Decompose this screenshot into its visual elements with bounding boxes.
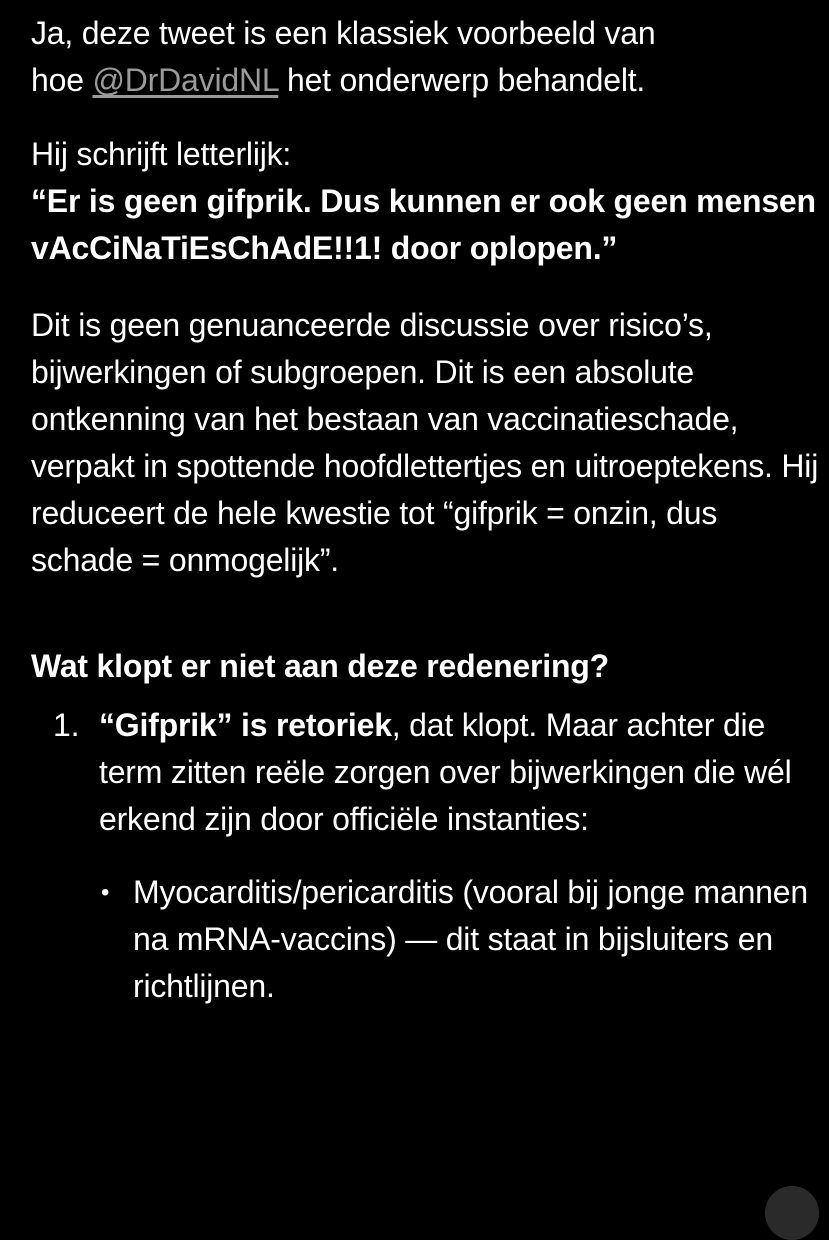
bullet-text: Myocarditis/pericarditis (vooral bij jonge mannen na mRNA-vaccins) — dit staat in bijsluiters en richtlijnen. bbox=[133, 874, 808, 1004]
bullet-list bbox=[99, 869, 821, 1010]
intro-line-2-start: hoe bbox=[31, 62, 93, 98]
mention-link[interactable]: @DrDavidNL bbox=[92, 62, 279, 98]
list-item-1 bbox=[31, 702, 821, 1010]
numbered-list bbox=[31, 702, 821, 1010]
message-content bbox=[31, 10, 821, 1010]
analysis-paragraph: Dit is geen genuanceerde discussie over risico’s, bijwerkingen of subgroepen. Dit is een absolute ontkenning van het bestaan van vaccinatieschade, verpakt in spottende hoofdlettertjes en uitroeptekens. Hij reduceert de hele kwestie tot “gifprik = onzin, dus schade = onmogelijk”. bbox=[31, 307, 819, 578]
intro-paragraph bbox=[31, 10, 821, 104]
list-item-number: 1. bbox=[53, 707, 80, 743]
list-item-text bbox=[99, 702, 821, 843]
list-item-bold: “Gifprik” is retoriek bbox=[99, 707, 392, 743]
bullet-item-1 bbox=[99, 869, 821, 1010]
quote-text: “Er is geen gifprik. Dus kunnen er ook geen mensen vAcCiNaTiEsChAdE!!1! door oplopen.” bbox=[31, 183, 816, 266]
bullet-icon: • bbox=[101, 879, 110, 906]
section-heading: Wat klopt er niet aan deze redenering? bbox=[31, 648, 609, 684]
scroll-down-button[interactable] bbox=[765, 1186, 819, 1240]
intro-line-2-end: het onderwerp behandelt. bbox=[278, 62, 646, 98]
intro-line-1: Ja, deze tweet is een klassiek voorbeeld van bbox=[31, 15, 656, 51]
list-item-body: , dat klopt. Maar achter die term zitten reële zorgen over bijwerkingen die wél erkend zijn door officiële instanties: bbox=[99, 707, 792, 837]
quote-intro: Hij schrijft letterlijk: bbox=[31, 136, 292, 172]
